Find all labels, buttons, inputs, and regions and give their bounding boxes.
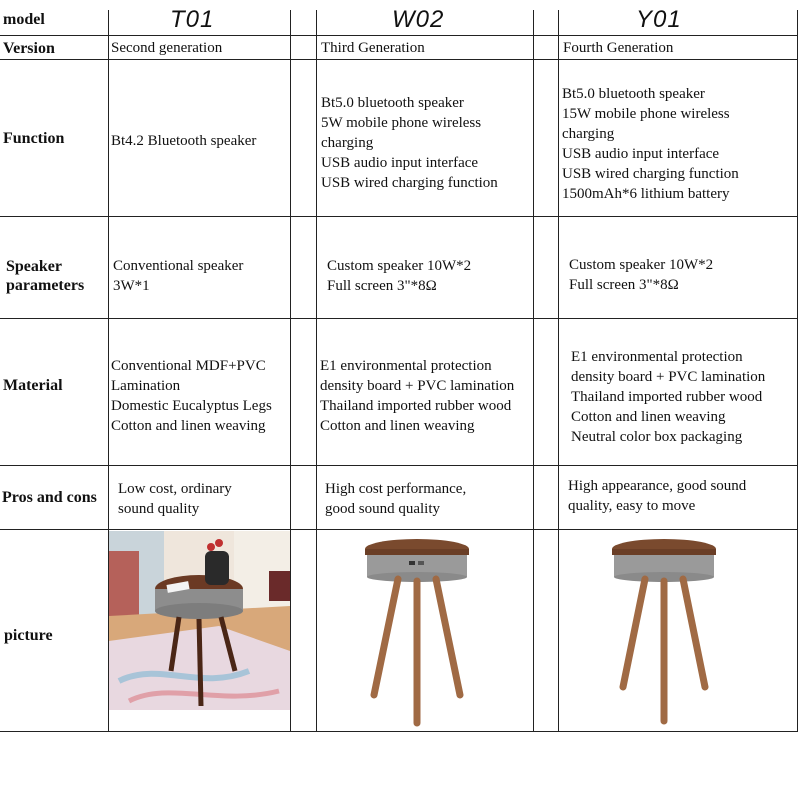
row-divider [0,35,798,36]
function-w02 [321,93,498,193]
material-y01 [571,347,765,447]
col-divider [533,10,534,732]
t01-product-photo [109,531,290,710]
text-line: density board + PVC lamination [320,378,515,394]
text-line: USB audio input interface [321,155,479,171]
text-line: 1500mAh*6 lithium battery [562,186,730,202]
text-line: Conventional speaker [113,258,244,274]
text-line: Bt5.0 bluetooth speaker [321,95,464,111]
text-line: E1 environmental protection [571,349,743,365]
row-divider [0,318,798,319]
material-w02 [320,356,514,436]
text-line: 3W*1 [113,278,150,294]
text-line: Lamination [111,378,181,394]
w02-product-photo [360,537,475,727]
text-line: charging [321,135,374,151]
col-divider [290,10,291,732]
model-label: model [3,11,45,28]
text-line: Cotton and linen weaving [571,409,726,425]
speaker-y01 [569,255,713,295]
speaker-w02 [327,256,471,296]
model-t01: T01 [170,6,215,33]
row-divider [0,465,798,466]
text-line: Low cost, ordinary [118,481,232,497]
text-line: USB wired charging function [562,166,739,182]
row-divider [0,731,798,732]
text-line: density board + PVC lamination [571,369,766,385]
text-line: Full screen 3"*8Ω [569,277,679,293]
text-line: Bt5.0 bluetooth speaker [562,86,705,102]
text-line: Custom speaker 10W*2 [327,258,472,274]
row-divider [0,216,798,217]
text-line: Thailand imported rubber wood [320,398,512,414]
text-line: Domestic Eucalyptus Legs [111,398,272,414]
text-line: Conventional MDF+PVC [111,358,266,374]
text-line: Cotton and linen weaving [320,418,475,434]
col-divider [797,10,798,732]
text-line: Bt4.2 Bluetooth speaker [111,133,257,149]
text-line: E1 environmental protection [320,358,492,374]
version-w02: Third Generation [321,40,425,56]
text-line: Cotton and linen weaving [111,418,266,434]
text-line: USB wired charging function [321,175,498,191]
label-line: parameters [6,277,85,294]
function-label: Function [3,130,65,147]
text-line: sound quality [118,501,200,517]
text-line: Neutral color box packaging [571,429,743,445]
material-t01 [111,356,272,436]
model-w02: W02 [392,6,445,33]
text-line: Thailand imported rubber wood [571,389,763,405]
model-y01: Y01 [636,6,682,33]
text-line: USB audio input interface [562,146,720,162]
text-line: quality, easy to move [568,498,696,514]
pros-y01 [568,476,746,516]
speaker-t01 [113,256,243,296]
material-label: Material [3,377,63,394]
text-line: High cost performance, [325,481,467,497]
col-divider [316,10,317,732]
speaker-label [6,257,84,295]
pros-label: Pros and cons [2,489,97,506]
function-t01 [111,131,256,151]
y01-product-photo [607,537,722,727]
row-divider [0,529,798,530]
version-y01: Fourth Generation [563,40,674,56]
pros-t01 [118,479,232,519]
text-line: 5W mobile phone wireless [321,115,482,131]
pros-w02 [325,479,466,519]
text-line: charging [562,126,615,142]
version-t01: Second generation [111,40,223,56]
text-line: 15W mobile phone wireless [562,106,730,122]
col-divider [558,10,559,732]
row-divider [0,59,798,60]
text-line: Custom speaker 10W*2 [569,257,714,273]
text-line: High appearance, good sound [568,478,747,494]
version-label: Version [3,40,55,57]
picture-label: picture [4,627,53,644]
text-line: Full screen 3"*8Ω [327,278,437,294]
text-line: good sound quality [325,501,440,517]
function-y01 [562,84,739,204]
label-line: Speaker [6,258,62,275]
